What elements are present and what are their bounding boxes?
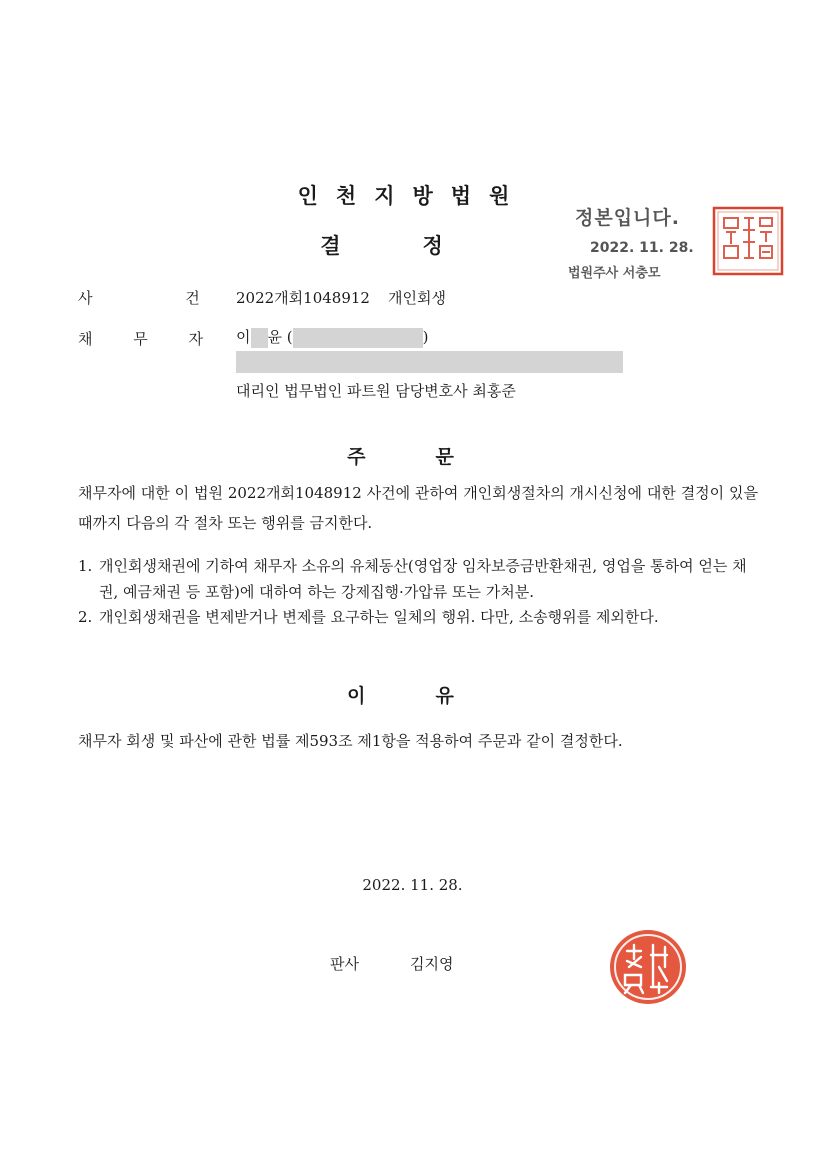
case-label: 사 건	[78, 289, 244, 307]
debtor-name-suffix: 윤 (	[267, 328, 293, 346]
debtor-name	[236, 326, 428, 348]
case-name: 개인회생	[388, 289, 446, 307]
court-seal-icon	[712, 206, 784, 276]
court-name: 인천지방법원	[297, 184, 528, 208]
list-item-text: 개인회생채권에 기하여 채무자 소유의 유체동산(영업장 임차보증금반환채권, 영업을 통하여 얻는 채권, 예금채권 등 포함)에 대하여 하는 강제집행·가압류 또는 가처분.	[99, 557, 747, 601]
order-heading: 주문	[347, 446, 524, 468]
debtor-representative: 대리인 법무법인 파트원 담당변호사 최홍준	[236, 382, 516, 400]
debtor-name-close: )	[422, 328, 429, 346]
reason-heading: 이유	[347, 685, 524, 707]
certification-clerk: 법원주사 서충모	[568, 266, 661, 281]
redacted-address	[236, 351, 623, 373]
decision-date: 2022. 11. 28.	[362, 876, 463, 894]
list-item-number: 2.	[78, 608, 93, 626]
judge-name: 김지영	[410, 955, 454, 973]
reason-text: 채무자 회생 및 파산에 관한 법률 제593조 제1항을 적용하여 주문과 같이 결정한다.	[78, 732, 623, 750]
list-item	[78, 604, 758, 630]
certification-date: 2022. 11. 28.	[590, 240, 694, 256]
redacted-block	[293, 328, 423, 348]
list-item	[78, 553, 758, 605]
redacted-block	[251, 328, 268, 348]
debtor-label: 채 무 자	[78, 330, 222, 348]
case-number: 2022개회1048912	[236, 289, 370, 307]
certified-copy-stamp: 정본입니다.	[575, 207, 680, 229]
list-item-text: 개인회생채권을 변제받거나 변제를 요구하는 일체의 행위. 다만, 소송행위를 제외한다.	[99, 608, 659, 626]
order-intro: 채무자에 대한 이 법원 2022개회1048912 사건에 관하여 개인회생절차의 개시신청에 대한 결정이 있을 때까지 다음의 각 절차 또는 행위를 금지한다.	[78, 484, 758, 532]
debtor-name-prefix: 이	[236, 328, 251, 346]
judge-title: 판사	[330, 955, 359, 973]
document-type: 결정	[320, 234, 525, 258]
list-item-number: 1.	[78, 557, 93, 575]
judge-seal-icon	[607, 927, 689, 1007]
